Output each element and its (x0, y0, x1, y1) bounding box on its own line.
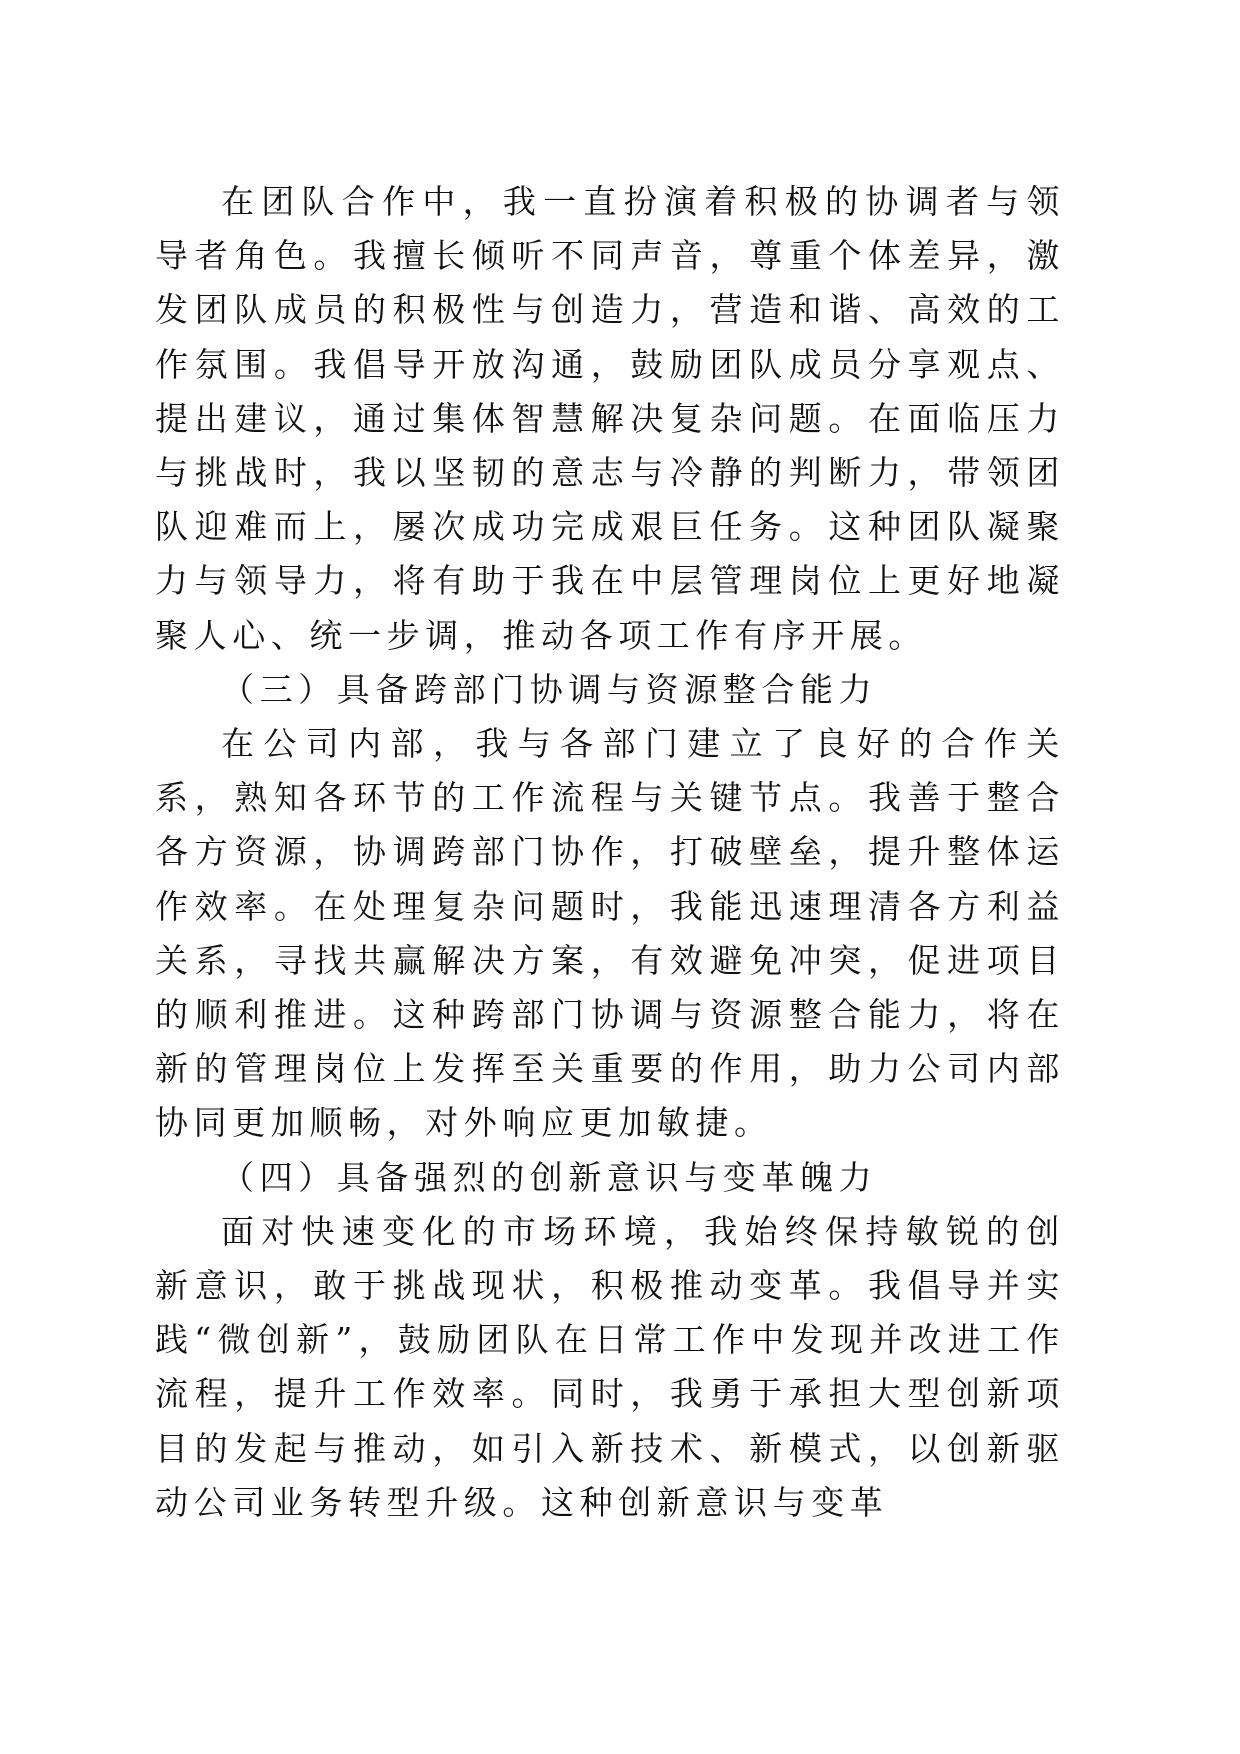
paragraph-innovation: 面对快速变化的市场环境，我始终保持敏锐的创新意识，敢于挑战现状，积极推动变革。我倡导并实践“微创新”，鼓励团队在日常工作中发现并改进工作流程，提升工作效率。同时，我勇于承担大型创新项目的发起与推动，如引入新技术、新模式，以创新驱动公司业务转型升级。这种创新意识与变革 (155, 1211, 1065, 1522)
section-heading-innovation: （四）具备强烈的创新意识与变革魄力 (221, 1157, 878, 1197)
paragraph-team-leadership: 在团队合作中，我一直扮演着积极的协调者与领导者角色。我擅长倾听不同声音，尊重个体差异，激发团队成员的积极性与创造力，营造和谐、高效的工作氛围。我倡导开放沟通，鼓励团队成员分享观点、提出建议，通过集体智慧解决复杂问题。在面临压力与挑战时，我以坚韧的意志与冷静的判断力，带领团队迎难而上，屡次成功完成艰巨任务。这种团队凝聚力与领导力，将有助于我在中层管理岗位上更好地凝聚人心、统一步调，推动各项工作有序开展。 (155, 182, 1065, 655)
section-heading-cross-department: （三）具备跨部门协调与资源整合能力 (221, 669, 878, 709)
paragraph-cross-department: 在公司内部，我与各部门建立了良好的合作关系，熟知各环节的工作流程与关键节点。我善于整合各方资源，协调跨部门协作，打破壁垒，提升整体运作效率。在处理复杂问题时，我能迅速理清各方利益关系，寻找共赢解决方案，有效避免冲突，促进项目的顺利推进。这种跨部门协调与资源整合能力，将在新的管理岗位上发挥至关重要的作用，助力公司内部协同更加顺畅，对外响应更加敏捷。 (155, 724, 1065, 1143)
document-body (155, 175, 1065, 1530)
